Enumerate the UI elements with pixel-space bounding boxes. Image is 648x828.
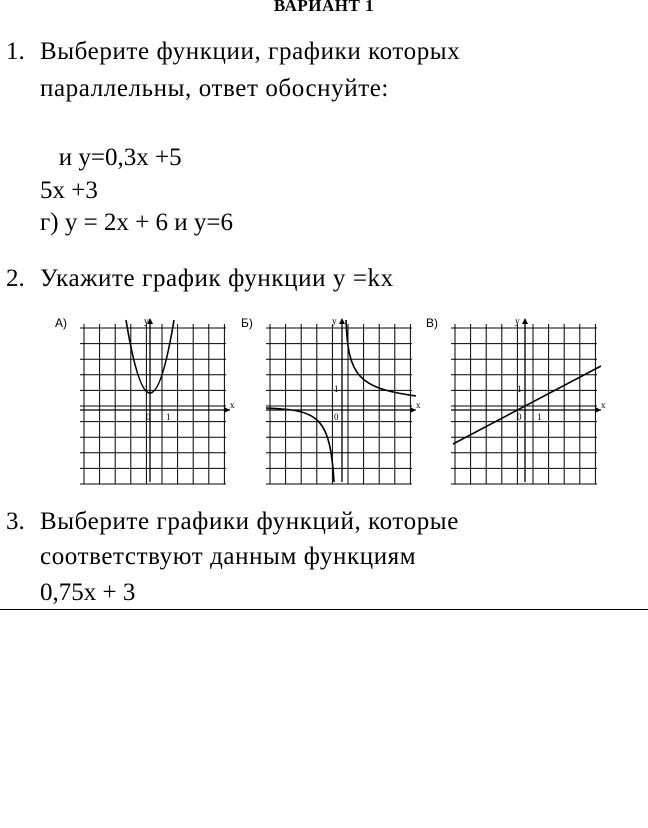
- question-1-option-2: 5x +3: [40, 177, 98, 204]
- question-1-line-1: Выберите функции, графики которых: [40, 38, 461, 65]
- axis-x-label: x: [601, 400, 606, 410]
- graph-b-hyperbola: [266, 316, 421, 488]
- axis-y-label: y: [515, 316, 520, 326]
- page-divider: [0, 609, 648, 610]
- axis-y-label: y: [332, 316, 337, 326]
- graph-b-label: Б): [241, 316, 253, 330]
- graph-c-line: [451, 316, 606, 488]
- question-1-option-1: и y=0,3x +5: [40, 144, 182, 171]
- unit-y-label: 1: [144, 384, 149, 394]
- question-1-option-3: г) y = 2x + 6 и y=6: [40, 209, 234, 236]
- question-3-line-1: Выберите графики функций, которые: [40, 508, 459, 535]
- linear-function-line: [453, 366, 601, 444]
- question-3-line-2: соответствуют данным функциям: [40, 543, 417, 570]
- graph-grid: [80, 324, 226, 484]
- axis-x-label: x: [230, 400, 235, 410]
- graph-a-label: А): [55, 316, 67, 330]
- graph-grid: [266, 324, 412, 484]
- question-3-number: 3.: [6, 508, 25, 535]
- hyperbola-branch-right: [346, 320, 416, 396]
- axis-x-label: x: [416, 400, 421, 410]
- origin-label: 0: [334, 412, 339, 422]
- unit-x-label: 1: [537, 412, 542, 422]
- question-1-number: 1.: [6, 38, 25, 65]
- graph-a-parabola: [80, 316, 235, 488]
- question-2-number: 2.: [6, 265, 25, 292]
- unit-y-label: 1: [517, 384, 522, 394]
- origin-label: 0: [146, 412, 151, 422]
- axis-y-label: y: [144, 316, 149, 326]
- variant-title: ВАРИАНТ 1: [273, 0, 375, 15]
- unit-x-label: 1: [166, 412, 171, 422]
- origin-label: 0: [517, 412, 522, 422]
- hyperbola-branch-left: [266, 408, 334, 482]
- question-2-text: Укажите график функции y =kx: [40, 265, 394, 292]
- unit-y-label: 1: [334, 384, 339, 394]
- question-1-line-2: параллельны, ответ обоснуйте:: [40, 75, 389, 102]
- graph-c-label: В): [426, 316, 438, 330]
- graph-grid: [451, 324, 597, 484]
- question-3-line-3: 0,75x + 3: [40, 579, 136, 606]
